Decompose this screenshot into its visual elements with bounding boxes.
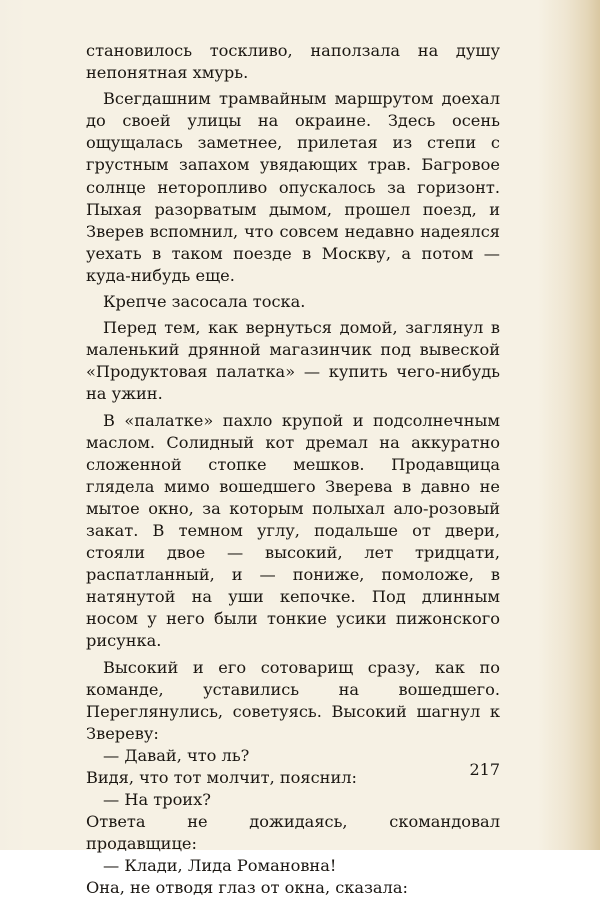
paragraph: Перед тем, как вернуться домой, заглянул в маленький дрянной магазинчик под вывеской «Продуктовая палатка» — купить чего-нибудь на ужин. (86, 318, 500, 404)
page-number: 217 (469, 760, 500, 779)
paragraph: Видя, что тот молчит, пояснил: (86, 768, 357, 787)
paragraph: становилось тоскливо, наползала на душу непонятная хмурь. (86, 41, 500, 83)
dialogue-line: — На троих? (103, 790, 211, 810)
dialogue-line: — Клади, Лида Романовна! (103, 856, 337, 876)
paragraph: Крепче засосала тоска. (103, 292, 306, 312)
paragraph: В «палатке» пахло крупой и подсолнечным маслом. Солидный кот дремал на аккуратно сложенной стопке мешков. Продавщица глядела мимо вошедшего Зверева в давно не мытое окно, за которым полыхал ало-розовый закат. В темном углу, подальше от двери, стояли двое — высокий, лет тридцати, распатланный, и — пониже, помоложе, в натянутой на уши кепочке. Под длинным носом у него были тонкие усики пижонского рисунка. (86, 410, 500, 651)
dialogue-line: — Давай, что ль? (103, 745, 250, 765)
paragraph: Всегдашним трамвайным маршрутом доехал до своей улицы на окраине. Здесь осень ощущалась заметнее, прилетая из степи с грустным запахом увядающих трав. Багровое солнце неторопливо опускалось за горизонт. Пыхая разорватым дымом, прошел поезд, и Зверев вспомнил, что совсем недавно надеялся уехать в таком поезде в Москву, а потом — куда-нибудь еще. (86, 89, 500, 285)
page-text (86, 40, 500, 900)
paragraph: Ответа не дожидаясь, скомандовал продавщице: (86, 812, 500, 854)
page-right-edge-shadow (538, 0, 600, 850)
paragraph: Она, не отводя глаз от окна, сказала: (86, 878, 408, 898)
paragraph: Высокий и его сотоварищ сразу, как по команде, уставились на вошедшего. Переглянулись, советуясь. Высокий шагнул к Звереву: (86, 657, 500, 743)
page-left-edge (0, 0, 28, 850)
